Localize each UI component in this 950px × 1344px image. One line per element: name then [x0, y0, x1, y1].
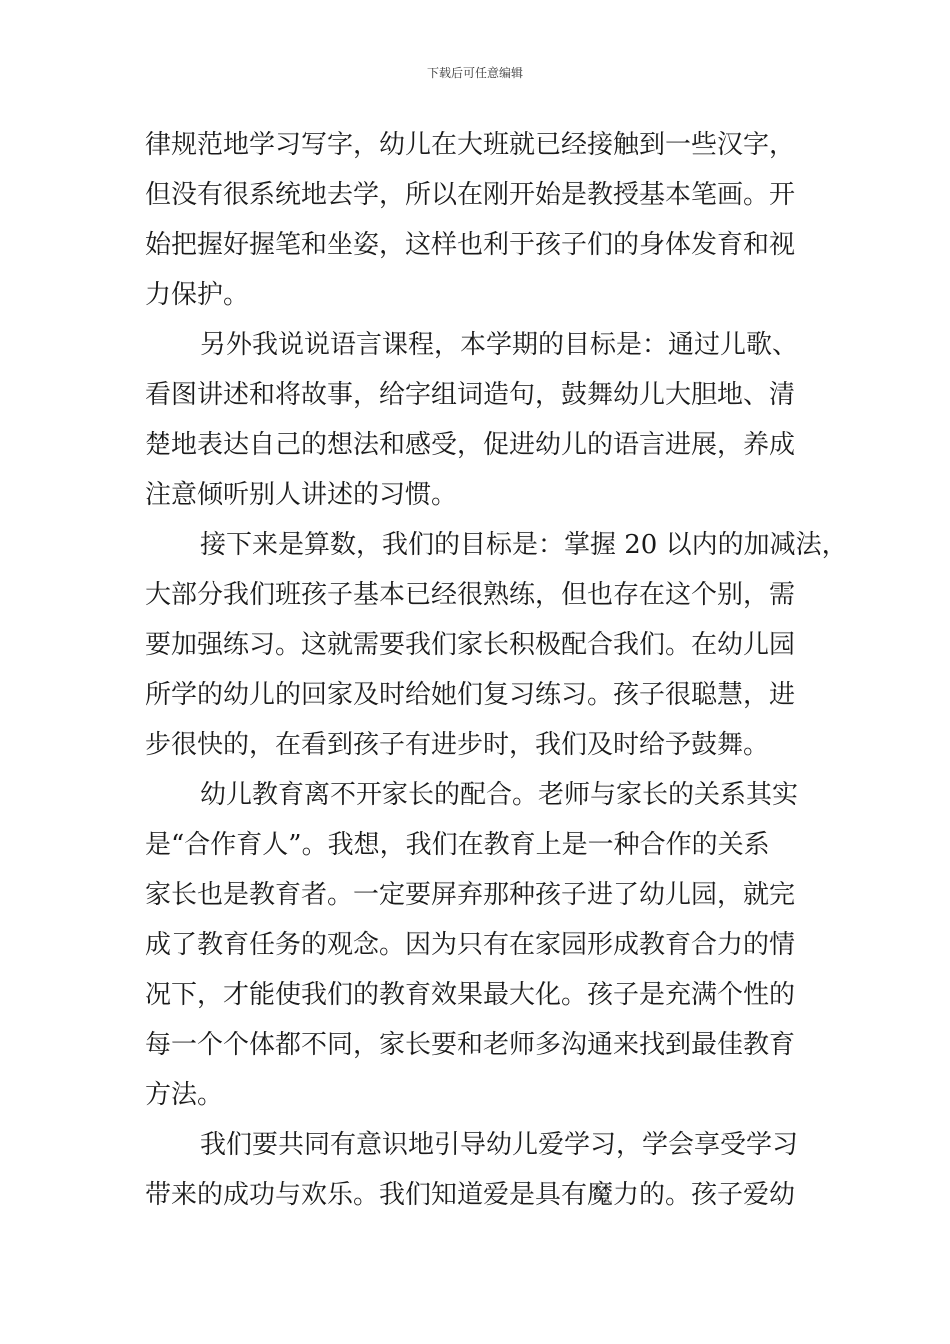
text-line: 但没有很系统地去学，所以在刚开始是教授基本笔画。开 — [145, 180, 796, 210]
text-line: 看图讲述和将故事，给字组词造句，鼓舞幼儿大胆地、清 — [145, 380, 796, 410]
paragraph — [145, 520, 848, 770]
paragraph — [145, 320, 810, 520]
text-line: 另外我说说语言课程，本学期的目标是：通过儿歌、 — [200, 330, 799, 360]
paragraph — [145, 770, 810, 1120]
text-line: 况下，才能使我们的教育效果最大化。孩子是充满个性的 — [145, 980, 796, 1010]
paragraph — [145, 120, 810, 320]
text-line: 要加强练习。这就需要我们家长积极配合我们。在幼儿园 — [145, 630, 796, 660]
text-line: 律规范地学习写字，幼儿在大班就已经接触到一些汉字， — [145, 130, 796, 160]
paragraph — [145, 1120, 810, 1220]
text-line: 力保护。 — [145, 280, 250, 310]
text-line: 楚地表达自己的想法和感受，促进幼儿的语言进展，养成 — [145, 430, 796, 460]
text-line: 我们要共同有意识地引导幼儿爱学习，学会享受学习 — [200, 1130, 799, 1160]
text-line: 是“合作育人”。我想，我们在教育上是一种合作的关系 — [145, 830, 770, 860]
text-line: 带来的成功与欢乐。我们知道爱是具有魔力的。孩子爱幼 — [145, 1180, 796, 1210]
text-line: 所学的幼儿的回家及时给她们复习练习。孩子很聪慧，进 — [145, 680, 796, 710]
text-line: 幼儿教育离不开家长的配合。老师与家长的关系其实 — [200, 780, 799, 810]
text-line: 每一个个体都不同，家长要和老师多沟通来找到最佳教育 — [145, 1030, 796, 1060]
text-line: 始把握好握笔和坐姿，这样也利于孩子们的身体发育和视 — [145, 230, 796, 260]
page-header-note: 下载后可任意编辑 — [426, 66, 523, 80]
text-line: 家长也是教育者。一定要屏弃那种孩子进了幼儿园，就完 — [145, 880, 796, 910]
text-line: 接下来是算数，我们的目标是：掌握 20 以内的加减法， — [200, 530, 848, 560]
text-line: 方法。 — [145, 1080, 224, 1110]
document-body — [145, 120, 848, 1220]
text-line: 成了教育任务的观念。因为只有在家园形成教育合力的情 — [145, 930, 796, 960]
text-line: 步很快的，在看到孩子有进步时，我们及时给予鼓舞。 — [145, 730, 770, 760]
text-line: 大部分我们班孩子基本已经很熟练，但也存在这个别，需 — [145, 580, 796, 610]
text-line: 注意倾听别人讲述的习惯。 — [145, 480, 458, 510]
